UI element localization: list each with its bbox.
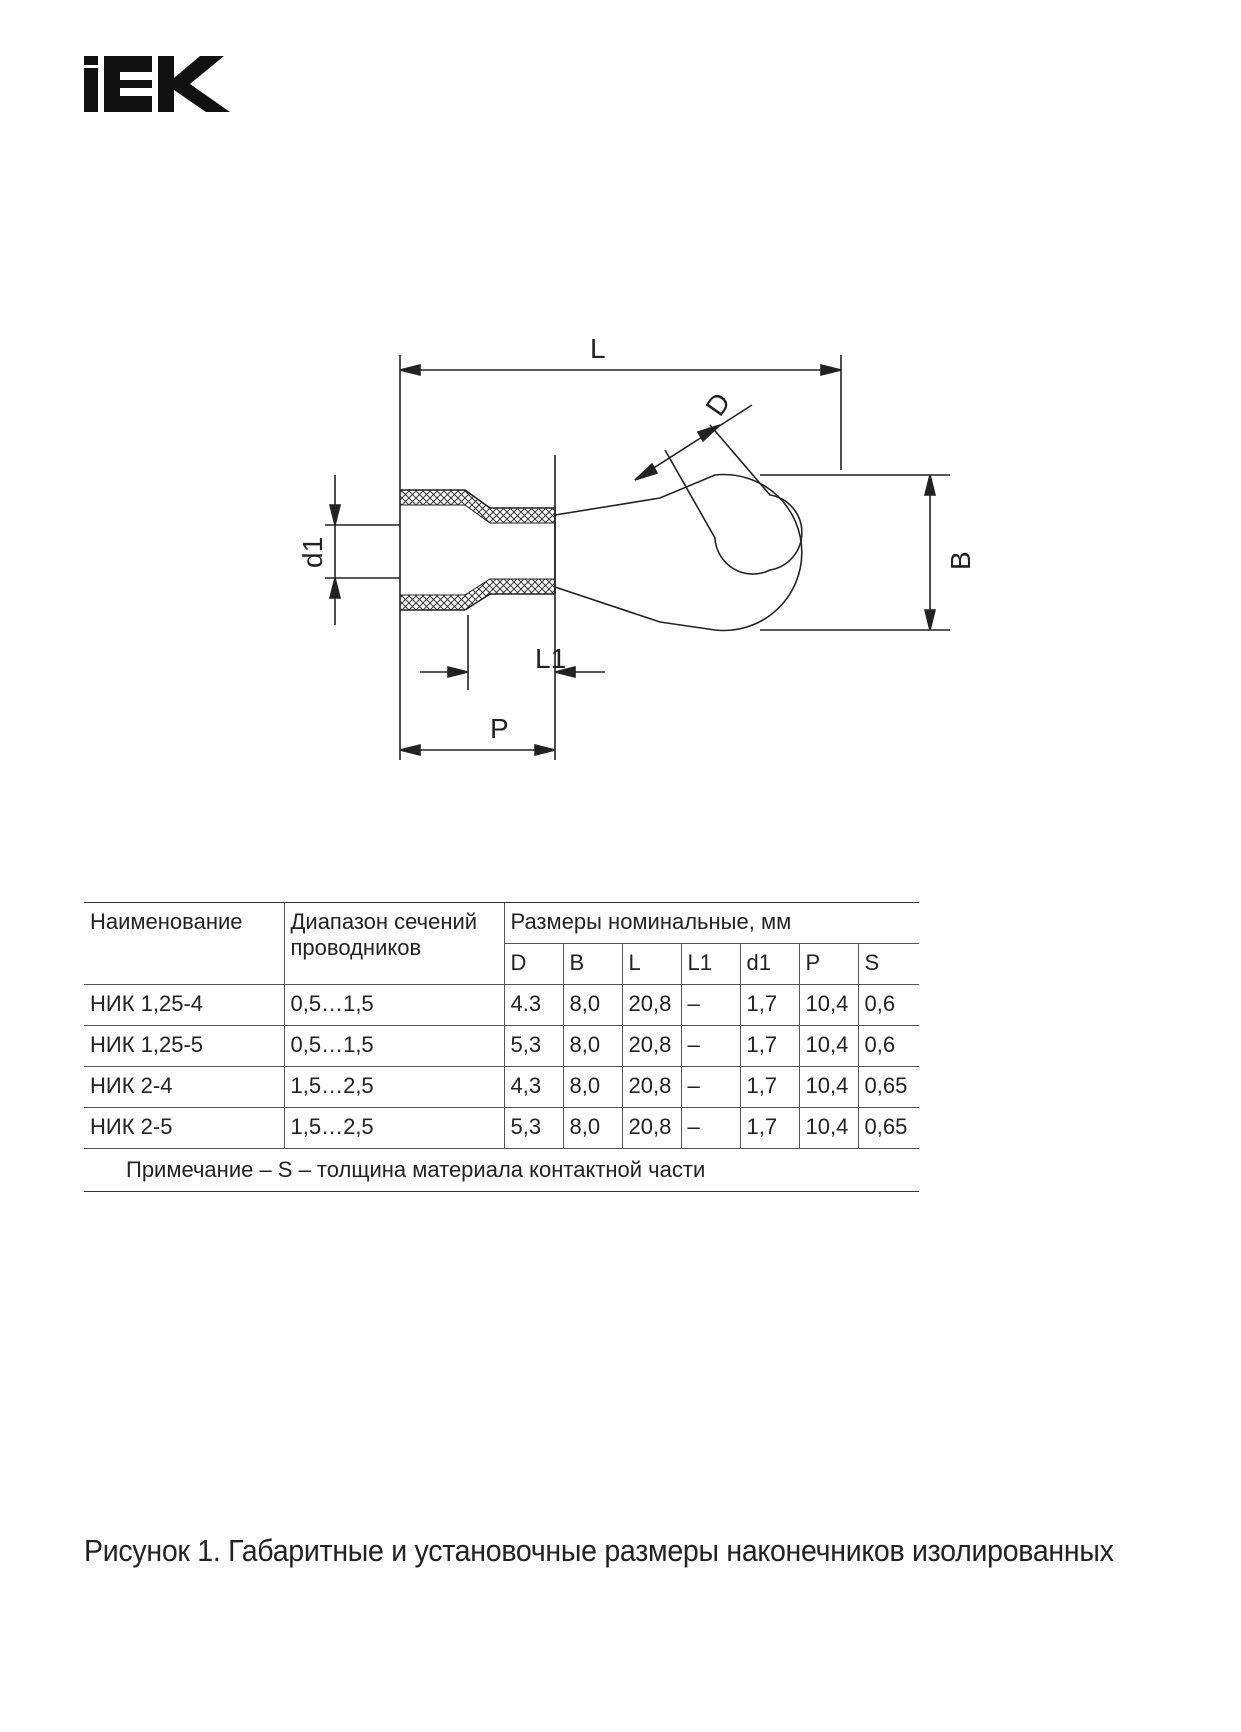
table-row: [84, 1108, 919, 1149]
cell-range: 0,5…1,5: [284, 1026, 504, 1067]
label-P: P: [490, 713, 509, 744]
cell-value: 20,8: [622, 1026, 681, 1067]
table-note: Примечание – S – толщина материала контактной части: [84, 1149, 919, 1192]
col-header: S: [858, 944, 919, 985]
cell-value: 1,7: [740, 985, 799, 1026]
cell-value: –: [681, 1026, 740, 1067]
cell-value: 1,7: [740, 1067, 799, 1108]
cell-range: 1,5…2,5: [284, 1108, 504, 1149]
col-header: P: [799, 944, 858, 985]
header-name: Наименование: [84, 903, 284, 985]
col-header: d1: [740, 944, 799, 985]
cell-name: НИК 1,25-5: [84, 1026, 284, 1067]
col-header: L: [622, 944, 681, 985]
cell-value: –: [681, 985, 740, 1026]
cell-value: 1,7: [740, 1108, 799, 1149]
cell-value: 4.3: [504, 985, 563, 1026]
iek-logo: [84, 56, 230, 114]
label-B: B: [945, 551, 976, 570]
cell-range: 0,5…1,5: [284, 985, 504, 1026]
col-header: B: [563, 944, 622, 985]
col-header: L1: [681, 944, 740, 985]
label-L1: L1: [535, 643, 567, 674]
cell-name: НИК 2-5: [84, 1108, 284, 1149]
label-D: D: [699, 387, 737, 422]
cell-value: 20,8: [622, 1067, 681, 1108]
terminal-drawing: [290, 330, 990, 770]
cell-name: НИК 1,25-4: [84, 985, 284, 1026]
label-L: L: [590, 333, 606, 364]
cell-value: 0,6: [858, 1026, 919, 1067]
figure-caption: Рисунок 1. Габаритные и установочные размеры наконечников изолированных: [84, 1533, 1114, 1568]
table-row: [84, 985, 919, 1026]
cell-name: НИК 2-4: [84, 1067, 284, 1108]
cell-range: 1,5…2,5: [284, 1067, 504, 1108]
cell-value: 4,3: [504, 1067, 563, 1108]
cell-value: 10,4: [799, 985, 858, 1026]
label-d1: d1: [297, 536, 328, 568]
col-header: D: [504, 944, 563, 985]
header-dims: Размеры номинальные, мм: [504, 903, 919, 944]
cell-value: 0,65: [858, 1067, 919, 1108]
cell-value: 5,3: [504, 1026, 563, 1067]
cell-value: 1,7: [740, 1026, 799, 1067]
cell-value: 8,0: [563, 985, 622, 1026]
cell-value: 10,4: [799, 1026, 858, 1067]
cell-value: 0,6: [858, 985, 919, 1026]
cell-value: 20,8: [622, 1108, 681, 1149]
cell-value: 0,65: [858, 1108, 919, 1149]
cell-value: 10,4: [799, 1067, 858, 1108]
cell-value: 8,0: [563, 1067, 622, 1108]
cell-value: 8,0: [563, 1108, 622, 1149]
cell-value: 10,4: [799, 1108, 858, 1149]
cell-value: –: [681, 1108, 740, 1149]
header-range: Диапазон сечений проводников: [284, 903, 504, 985]
dimensions-table: [84, 902, 919, 1192]
table-row: [84, 1067, 919, 1108]
cell-value: 20,8: [622, 985, 681, 1026]
table-row: [84, 1026, 919, 1067]
cell-value: 5,3: [504, 1108, 563, 1149]
cell-value: –: [681, 1067, 740, 1108]
cell-value: 8,0: [563, 1026, 622, 1067]
